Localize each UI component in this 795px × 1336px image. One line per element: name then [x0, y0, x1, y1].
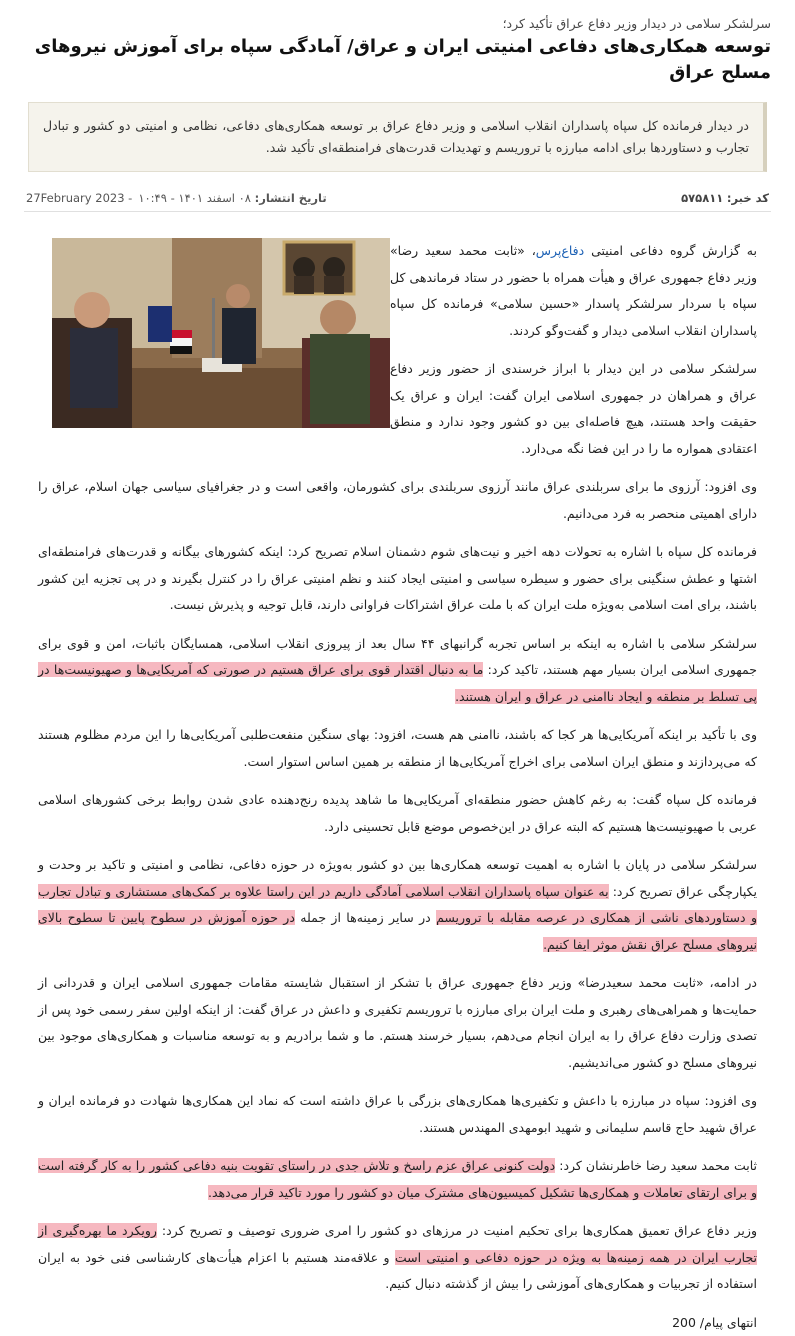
source-link[interactable]: دفاع‌پرس	[536, 243, 584, 258]
paragraph-12	[38, 1218, 757, 1298]
paragraph-5	[38, 631, 757, 711]
paragraph-4: فرمانده کل سپاه با اشاره به تحولات دهه اخیر و نیت‌های شوم دشمنان اسلام تصریح کرد: اینکه کشورهای بیگانه و قدرت‌های فرامنطقه‌ای اشتها و عطش سنگینی برای حضور و سیطره سیاسی و امنیتی ایجاد کنند و نظم امنیتی عراق را در کنترل بگیرند و در پی تجزیه این کشور باشند، برای امت اسلامی به‌ویژه ملت ایران که با ملت عراق اشتراکات فراوانی دارند، قابل توجیه و پذیرش نیست.	[38, 539, 757, 619]
highlight-quote-3: در حوزه آموزش در سطوح پایین تا سطوح بالای نیروهای مسلح عراق نقش موثر ایفا کنیم.	[38, 910, 757, 952]
rotitr: سرلشکر سلامی در دیدار وزیر دفاع عراق تأکید کرد؛	[24, 0, 771, 34]
paragraph-7: فرمانده کل سپاه گفت: به رغم کاهش حضور منطقه‌ای آمریکایی‌ها ما شاهد پدیده رنج‌دهنده عادی شدن روابط برخی کشورهای اسلامی عربی با صهیونیست‌ها هستیم که البته عراق در این‌خصوص موضع قابل تحسینی دارد.	[38, 787, 757, 840]
end-of-message: انتهای پیام/ 200	[38, 1310, 757, 1336]
meeting-photo-image	[52, 238, 390, 428]
paragraph-6: وی با تأکید بر اینکه آمریکایی‌ها هر کجا که باشند، ناامنی هم هست، افزود: بهای سنگین منفعت‌طلبی آمریکایی‌ها را این مردم مظلوم هستند که می‌پردازند و منطق ایران اسلامی برای اخراج آمریکایی‌ها از منطقه بر همین اساس استوار است.	[38, 722, 757, 775]
publish-date-fa: ۰۸ اسفند ۱۴۰۱ - ۱۰:۴۹	[138, 191, 251, 205]
news-code-label: کد خبر:	[727, 191, 769, 205]
highlight-quote-4: دولت کنونی عراق عزم راسخ و تلاش جدی در راستای تقویت بنیه دفاعی کشور را به کار گرفته است و برای ارتقای تعاملات و همکاری‌ها تشکیل کمیسیون‌های مشترک میان دو کشور را مورد تاکید قرار می‌دهد.	[38, 1158, 757, 1200]
highlight-quote-1: ما به دنبال اقتدار قوی برای عراق هستیم در صورتی که آمریکایی‌ها و صهیونیست‌ها در پی تسلط بر منطقه و ایجاد ناامنی در عراق و ایران هستند.	[38, 662, 757, 704]
paragraph-12-text-a: وزیر دفاع عراق تعمیق همکاری‌ها برای تحکیم امنیت در مرزهای دو کشور را امری ضروری توصیف و تصریح کرد:	[162, 1223, 757, 1238]
paragraph-8-text-b: در سایر زمینه‌ها از جمله	[300, 910, 430, 925]
publish-date-label: تاریخ انتشار:	[255, 191, 327, 205]
paragraph-11-text: ثابت محمد سعید رضا خاطرنشان کرد:	[559, 1158, 757, 1173]
lead-summary: در دیدار فرمانده کل سپاه پاسداران انقلاب اسلامی و وزیر دفاع عراق بر توسعه همکاری‌های دفاعی، نظامی و امنیتی دو کشور و تبادل تجارب و دستاوردها برای ادامه مبارزه با تروریسم و تهدیدات قدرت‌های فرامنطقه‌ای تأکید شد.	[28, 102, 767, 172]
article-body	[24, 212, 771, 1336]
paragraph-1-text-b: ، «ثابت محمد سعید رضا» وزیر دفاع جمهوری عراق و هیأت همراه با حضور در ستاد فرماندهی کل سپاه با سردار سرلشکر پاسدار «حسین سلامی» فرمانده کل سپاه پاسداران انقلاب اسلامی دیدار و گفت‌وگو کردند.	[390, 243, 757, 338]
publish-date	[26, 191, 327, 205]
news-code	[681, 191, 769, 205]
paragraph-9: در ادامه، «ثابت محمد سعیدرضا» وزیر دفاع جمهوری عراق با تشکر از استقبال شایسته مقامات جمهوری اسلامی ایران و قدردانی از حمایت‌ها و همراهی‌های رهبری و ملت ایران برای مبارزه با تروریسم تکفیری و داعش در عراق گفت: از اینکه اولین سفر رسمی خود پس از تصدی وزارت دفاع عراق را به ایران انجام می‌دهم، بسیار خرسند هستم. ما و شما برادریم و به توسعه مناسبات و همکاری‌های موجود بین نیروهای مسلح دو کشور می‌اندیشیم.	[38, 970, 757, 1076]
article-photo[interactable]	[52, 238, 390, 428]
highlight-quote-5: رویکرد ما بهره‌گیری از تجارب ایران در همه زمینه‌ها به ویژه در حوزه دفاعی و امنیتی است	[38, 1223, 757, 1265]
publish-date-en: 27February 2023 -	[26, 191, 132, 205]
publish-date-fa-wrap	[138, 191, 326, 205]
paragraph-8	[38, 852, 757, 958]
paragraph-5-text: سرلشکر سلامی با اشاره به اینکه بر اساس تجربه گرانبهای ۴۴ سال بعد از پیروزی انقلاب اسلامی، همسایگان باثبات، امن و قوی برای جمهوری اسلامی ایران بسیار مهم هستند، تاکید کرد:	[38, 636, 757, 678]
highlight-quote-2: به عنوان سپاه پاسداران انقلاب اسلامی آمادگی داریم در این راستا علاوه بر کمک‌های مستشاری و تبادل تجارب و دستاوردهای ناشی از همکاری در عرصه مقابله با تروریسم	[38, 884, 757, 926]
news-meta	[24, 184, 771, 212]
page-title: توسعه همکاری‌های دفاعی امنیتی ایران و عراق/ آمادگی سپاه برای آموزش نیروهای مسلح عراق	[24, 34, 771, 86]
paragraph-12-text-b: و علاقه‌مند هستیم با اعزام هیأت‌های کارشناسی فنی خود به ایران استفاده از تجربیات و همکاری‌های آموزشی را بیش از گذشته دنبال کنیم.	[38, 1250, 757, 1292]
paragraph-11	[38, 1153, 757, 1206]
news-code-value: ۵۷۵۸۱۱	[681, 191, 723, 205]
paragraph-10: وی افزود: سپاه در مبارزه با داعش و تکفیری‌ها همکاری‌های بزرگی با عراق داشته است که نماد این همکاری‌ها شهادت دو فرمانده ایران و عراق شهید حاج قاسم سلیمانی و شهید ابومهدی المهندس هستند.	[38, 1088, 757, 1141]
paragraph-3: وی افزود: آرزوی ما برای سربلندی عراق مانند آرزوی سربلندی برای کشورمان، واقعی است و در جغرافیای سیاسی جهان اسلام، عراق را دارای اهمیتی منحصر به فرد می‌دانیم.	[38, 474, 757, 527]
paragraph-2: سرلشکر سلامی در این دیدار با ابراز خرسندی از حضور وزیر دفاع عراق و همراهان در جمهوری اسلامی ایران گفت: ایران و عراق یک حقیقت واحد هستند، هیچ فاصله‌ای بین دو کشور وجود ندارد و منطق اعتقادی همواره ما را در این فضا نگه می‌دارد.	[38, 356, 757, 462]
iraq-flag	[170, 330, 192, 354]
paragraph-8-text-a: سرلشکر سلامی در پایان با اشاره به اهمیت توسعه همکاری‌ها بین دو کشور به‌ویژه در حوزه دفاعی، نظامی و امنیتی و تاکید بر وحدت و یکپارچگی عراق تصریح کرد:	[38, 857, 757, 899]
paragraph-1-text-a: به گزارش گروه دفاعی امنیتی	[591, 243, 757, 258]
